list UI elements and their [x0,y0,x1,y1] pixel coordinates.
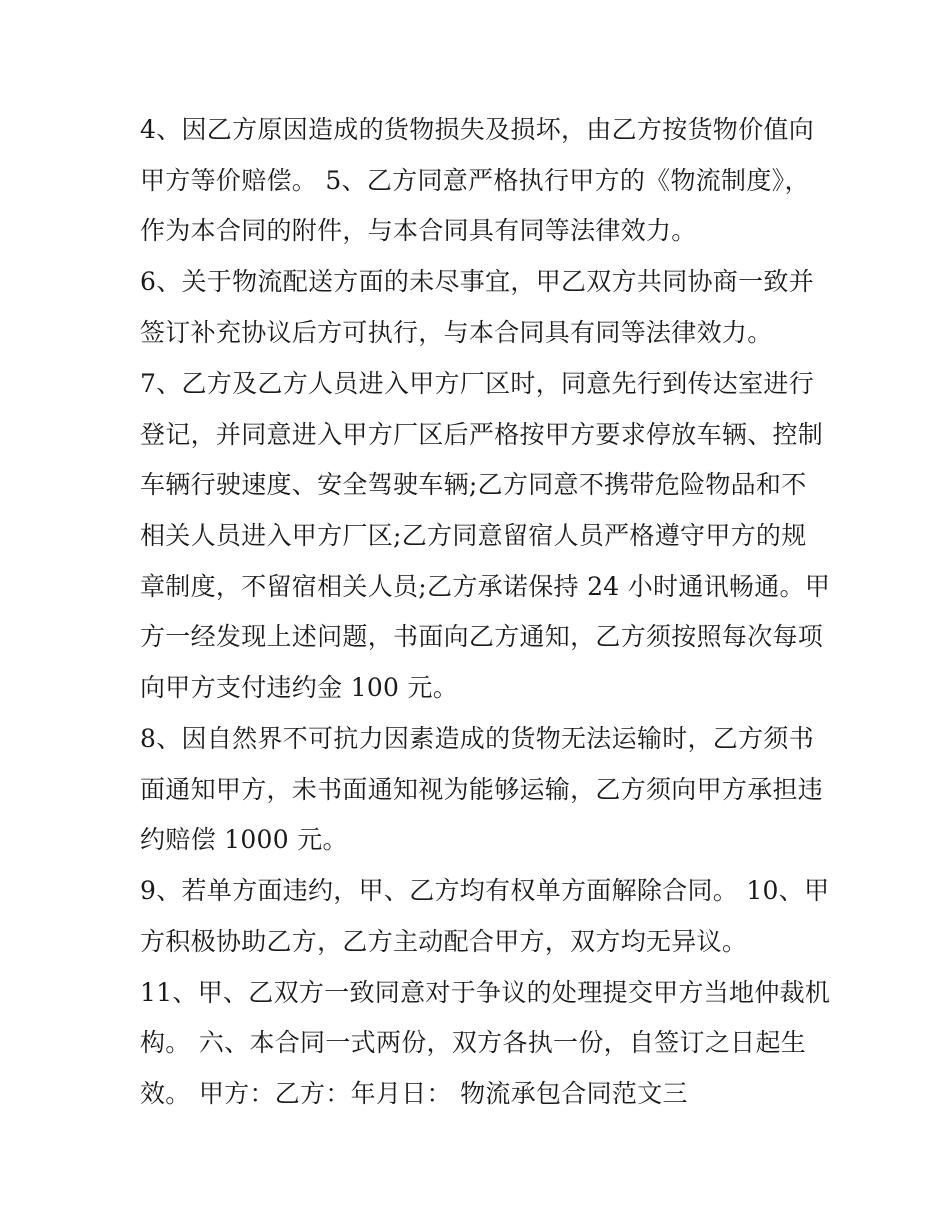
text-line: 6、关于物流配送方面的未尽事宜，甲乙双方共同协商一致并 [140,267,815,296]
text-line: 面通知甲方，未书面通知视为能够运输，乙方须向甲方承担违 [140,775,824,804]
text-line: 9、若单方面违约，甲、乙方均有权单方面解除合同。 10、甲 [140,876,830,905]
text-line: 向甲方支付违约金 100 元。 [140,673,459,702]
text-line: 11、甲、乙双方一致同意对于争议的处理提交甲方当地仲裁机 [140,978,831,1007]
text-line: 方一经发现上述问题，书面向乙方通知，乙方须按照每次每项 [140,622,824,651]
text-line: 效。 甲方：乙方：年月日： 物流承包合同范文三 [140,1079,688,1108]
text-line: 车辆行驶速度、安全驾驶车辆;乙方同意不携带危险物品和不 [140,470,807,499]
text-line: 构。 六、本合同一式两份，双方各执一份，自签订之日起生 [140,1028,807,1057]
text-line: 登记，并同意进入甲方厂区后严格按甲方要求停放车辆、控制 [140,420,824,449]
text-line: 约赔偿 1000 元。 [140,825,348,854]
text-line: 签订补充协议后方可执行，与本合同具有同等法律效力。 [140,318,773,347]
text-line: 甲方等价赔偿。 5、乙方同意严格执行甲方的《物流制度》， [140,166,810,195]
text-line: 章制度，不留宿相关人员;乙方承诺保持 24 小时通讯畅通。甲 [140,572,831,601]
text-line: 相关人员进入甲方厂区;乙方同意留宿人员严格遵守甲方的规 [140,521,807,550]
text-line: 4、因乙方原因造成的货物损失及损坏，由乙方按货物价值向 [140,115,815,144]
text-line: 7、乙方及乙方人员进入甲方厂区时，同意先行到传达室进行 [140,369,815,398]
text-line: 8、因自然界不可抗力因素造成的货物无法运输时，乙方须书 [140,724,815,753]
text-line: 作为本合同的附件，与本合同具有同等法律效力。 [140,216,697,245]
text-line: 方积极协助乙方，乙方主动配合甲方，双方均无异议。 [140,927,748,956]
